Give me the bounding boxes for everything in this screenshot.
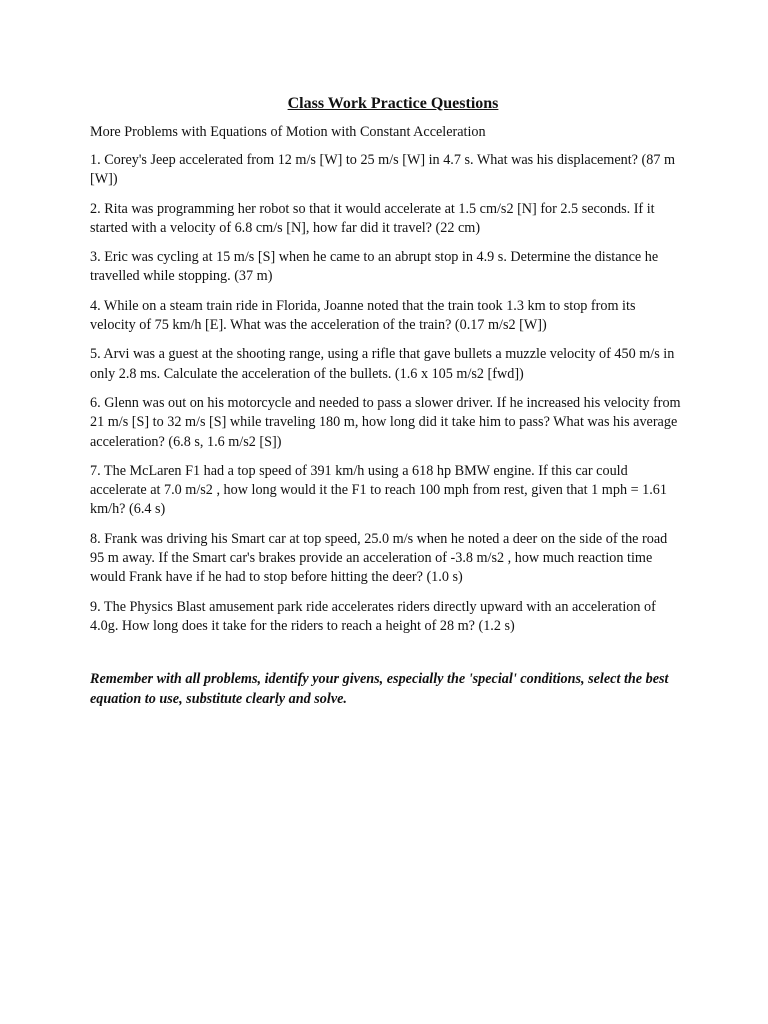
question-2: 2. Rita was programming her robot so that it would accelerate at 1.5 cm/s2 [N] for 2.5 seconds. If it started with a velocity of 6.8 cm/s [N], how far did it travel? (22 cm) <box>90 200 655 236</box>
question-7: 7. The McLaren F1 had a top speed of 391 km/h using a 618 hp BMW engine. If this car could accelerate at 7.0 m/s2 , how long would it the F1 to reach 100 mph from rest, given that 1 mph = 1.61 km/h? (6.4 s) <box>90 462 667 518</box>
reminder-note: Remember with all problems, identify your givens, especially the 'special' conditions, select the best equation to use, substitute clearly and solve. <box>90 671 669 707</box>
page-subtitle: More Problems with Equations of Motion with Constant Acceleration <box>90 124 486 140</box>
page-title: Class Work Practice Questions <box>287 95 499 112</box>
question-3: 3. Eric was cycling at 15 m/s [S] when he came to an abrupt stop in 4.9 s. Determine the distance he travelled while stopping. (37 m) <box>90 249 659 285</box>
question-1: 1. Corey's Jeep accelerated from 12 m/s [W] to 25 m/s [W] in 4.7 s. What was his displacement? (87 m [W]) <box>90 152 676 188</box>
question-6: 6. Glenn was out on his motorcycle and needed to pass a slower driver. If he increased his velocity from 21 m/s [S] to 32 m/s [S] while traveling 180 m, how long did it take him to pass? What was his average acceleration? (6.8 s, 1.6 m/s2 [S]) <box>90 394 681 450</box>
question-5: 5. Arvi was a guest at the shooting range, using a rifle that gave bullets a muzzle velocity of 450 m/s in only 2.8 ms. Calculate the acceleration of the bullets. (1.6 x 105 m/s2 [fwd]) <box>90 346 675 382</box>
question-4: 4. While on a steam train ride in Florida, Joanne noted that the train took 1.3 km to stop from its velocity of 75 km/h [E]. What was the acceleration of the train? (0.17 m/s2 [W]) <box>90 297 636 334</box>
question-9: 9. The Physics Blast amusement park ride accelerates riders directly upward with an acceleration of 4.0g. How long does it take for the riders to reach a height of 28 m? (1.2 s) <box>90 598 656 634</box>
document-page <box>90 94 682 709</box>
question-8: 8. Frank was driving his Smart car at top speed, 25.0 m/s when he noted a deer on the side of the road 95 m away. If the Smart car's brakes provide an acceleration of -3.8 m/s2 , how much reaction time would Frank have if he had to stop before hitting the deer? (1.0 s) <box>90 530 668 586</box>
